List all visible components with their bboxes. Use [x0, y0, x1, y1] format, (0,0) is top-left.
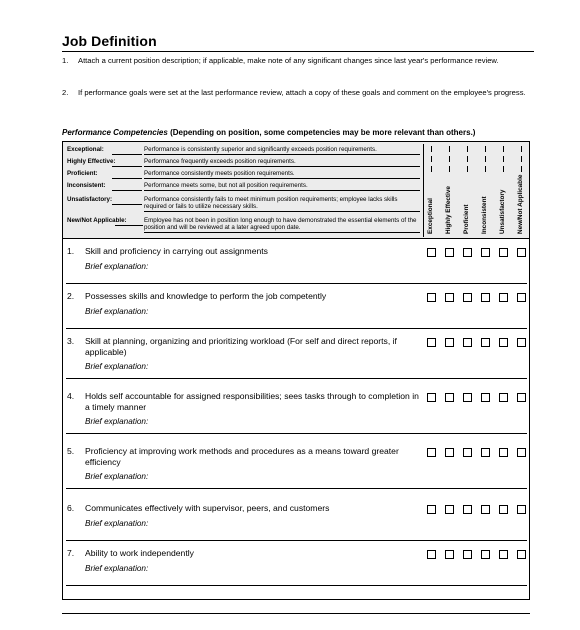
legend-divider	[423, 144, 424, 237]
rating-checkbox-4[interactable]	[481, 448, 490, 457]
rating-checkbox-4[interactable]	[481, 550, 490, 559]
rating-checkbox-5[interactable]	[499, 293, 508, 302]
page-title: Job Definition	[62, 33, 157, 49]
competency-text: Skill and proficiency in carrying out assignments	[85, 246, 268, 256]
competency-number: 5.	[67, 446, 75, 456]
rating-checkbox-2[interactable]	[445, 293, 454, 302]
rating-checkbox-5[interactable]	[499, 338, 508, 347]
legend-term: Highly Effective:	[67, 158, 116, 165]
rating-checkbox-3[interactable]	[463, 448, 472, 457]
competency-item	[63, 446, 529, 486]
rating-checkbox-3[interactable]	[463, 293, 472, 302]
rating-checkbox-3[interactable]	[463, 248, 472, 257]
competency-item	[63, 291, 529, 331]
rating-checkbox-4[interactable]	[481, 505, 490, 514]
rating-column-label: Unsatisfactory	[499, 189, 506, 234]
legend-definition: Performance meets some, but not all position requirements.	[144, 182, 308, 189]
competency-text: Possesses skills and knowledge to perform the job competently	[85, 291, 327, 301]
rating-checkbox-1[interactable]	[427, 550, 436, 559]
legend-definition: Performance consistently meets position requirements.	[144, 170, 295, 177]
rating-column-label: Proficient	[463, 204, 470, 234]
rating-column-label: Exceptional	[427, 198, 434, 234]
rating-checkbox-3[interactable]	[463, 505, 472, 514]
rating-column-header	[517, 144, 527, 236]
competency-number: 1.	[67, 246, 75, 256]
legend-underline	[112, 166, 142, 167]
rating-column-header	[463, 144, 473, 236]
rating-checkbox-2[interactable]	[445, 248, 454, 257]
rating-checkbox-2[interactable]	[445, 550, 454, 559]
rating-checkbox-4[interactable]	[481, 393, 490, 402]
brief-explanation-label: Brief explanation:	[85, 519, 149, 528]
rating-checkbox-5[interactable]	[499, 505, 508, 514]
legend-definition: Performance consistently fails to meet minimum position requirements; employee lacks skills required or fails to utilize necessary skills.	[144, 196, 398, 210]
competency-number: 4.	[67, 391, 75, 401]
rating-checkbox-3[interactable]	[463, 550, 472, 559]
rating-checkbox-6[interactable]	[517, 550, 526, 559]
competency-form	[62, 141, 530, 600]
competency-text: Proficiency at improving work methods and procedures as a means toward greater efficiency	[85, 446, 399, 467]
rating-checkbox-4[interactable]	[481, 338, 490, 347]
competency-text: Communicates effectively with supervisor, peers, and customers	[85, 503, 330, 513]
rating-checkbox-2[interactable]	[445, 448, 454, 457]
rating-checkbox-5[interactable]	[499, 448, 508, 457]
brief-explanation-label: Brief explanation:	[85, 307, 149, 316]
rating-checkbox-1[interactable]	[427, 448, 436, 457]
rating-checkbox-5[interactable]	[499, 393, 508, 402]
rating-checkbox-2[interactable]	[445, 505, 454, 514]
rating-checkbox-6[interactable]	[517, 448, 526, 457]
legend-definition-underline	[144, 178, 420, 179]
rating-checkbox-6[interactable]	[517, 505, 526, 514]
legend-term: Exceptional:	[67, 146, 104, 153]
legend-definition-underline	[144, 154, 420, 155]
rating-checkbox-6[interactable]	[517, 248, 526, 257]
legend-term: Proficient:	[67, 170, 98, 177]
brief-explanation-label: Brief explanation:	[85, 417, 149, 426]
competency-item	[63, 548, 529, 588]
item-divider	[66, 378, 527, 379]
competencies-heading-label: Performance Competencies	[62, 128, 168, 137]
legend-underline	[112, 178, 142, 179]
legend-term: New/Not Applicable:	[67, 217, 127, 224]
rating-checkbox-6[interactable]	[517, 293, 526, 302]
legend-term: Inconsistent:	[67, 182, 106, 189]
instruction-number: 1.	[62, 56, 69, 65]
rating-checkbox-6[interactable]	[517, 338, 526, 347]
competencies-heading-note: (Depending on position, some competencies may be more relevant than others.)	[170, 128, 476, 137]
competency-text: Ability to work independently	[85, 548, 194, 558]
competency-number: 6.	[67, 503, 75, 513]
bottom-rule	[62, 613, 530, 614]
rating-column-header	[427, 144, 437, 236]
rating-checkbox-3[interactable]	[463, 338, 472, 347]
rating-checkbox-1[interactable]	[427, 293, 436, 302]
brief-explanation-label: Brief explanation:	[85, 362, 149, 371]
legend-underline	[112, 154, 142, 155]
competency-text: Holds self accountable for assigned responsibilities; sees tasks through to completion in a timely manner	[85, 391, 419, 412]
legend-definition-underline	[144, 190, 420, 191]
competency-item	[63, 391, 529, 431]
rating-checkbox-4[interactable]	[481, 248, 490, 257]
rating-checkbox-4[interactable]	[481, 293, 490, 302]
competency-item	[63, 246, 529, 286]
item-divider	[66, 488, 527, 489]
legend-definition-underline	[144, 166, 420, 167]
legend-definition-underline	[144, 211, 420, 212]
brief-explanation-label: Brief explanation:	[85, 564, 149, 573]
legend-definition: Performance is consistently superior and significantly exceeds position requirements.	[144, 146, 377, 153]
instruction-number: 2.	[62, 88, 69, 97]
rating-checkbox-2[interactable]	[445, 393, 454, 402]
item-divider	[66, 283, 527, 284]
rating-checkbox-5[interactable]	[499, 248, 508, 257]
rating-checkbox-6[interactable]	[517, 393, 526, 402]
rating-column-label: Highly Effective	[445, 186, 452, 234]
item-divider	[66, 433, 527, 434]
rating-checkbox-1[interactable]	[427, 393, 436, 402]
competency-item	[63, 336, 529, 376]
legend-underline	[112, 204, 142, 205]
legend-definition: Employee has not been in position long enough to have demonstrated the essential elements of the position and will be reviewed at a later agreed upon date.	[144, 217, 417, 231]
rating-column-label: Inconsistent	[481, 196, 488, 234]
brief-explanation-label: Brief explanation:	[85, 472, 149, 481]
legend-definition-underline	[144, 232, 420, 233]
legend-definition: Performance frequently exceeds position requirements.	[144, 158, 296, 165]
rating-legend	[63, 142, 529, 239]
rating-column-header	[481, 144, 491, 236]
brief-explanation-label: Brief explanation:	[85, 262, 149, 271]
instruction-text: Attach a current position description; if applicable, make note of any significant changes since last year's performance review.	[78, 56, 499, 65]
legend-term: Unsatisfactory:	[67, 196, 113, 203]
competency-number: 7.	[67, 548, 75, 558]
competency-text: Skill at planning, organizing and prioritizing workload (For self and direct reports, if applicable)	[85, 336, 397, 357]
item-divider	[66, 328, 527, 329]
rating-checkbox-3[interactable]	[463, 393, 472, 402]
rating-column-label: New/Not Applicable	[517, 174, 524, 234]
rating-column-header	[499, 144, 509, 236]
competency-number: 3.	[67, 336, 75, 346]
rating-checkbox-1[interactable]	[427, 338, 436, 347]
competency-item	[63, 503, 529, 543]
rating-checkbox-1[interactable]	[427, 505, 436, 514]
instruction-text: If performance goals were set at the last performance review, attach a copy of these goals and comment on the employee's progress.	[78, 88, 526, 97]
competencies-heading	[62, 128, 532, 137]
rating-checkbox-1[interactable]	[427, 248, 436, 257]
rating-checkbox-5[interactable]	[499, 550, 508, 559]
rating-column-header	[445, 144, 455, 236]
title-underline	[62, 51, 534, 52]
competency-number: 2.	[67, 291, 75, 301]
item-divider	[66, 585, 527, 586]
rating-checkbox-2[interactable]	[445, 338, 454, 347]
legend-underline	[112, 190, 142, 191]
item-divider	[66, 540, 527, 541]
legend-underline	[115, 225, 143, 226]
